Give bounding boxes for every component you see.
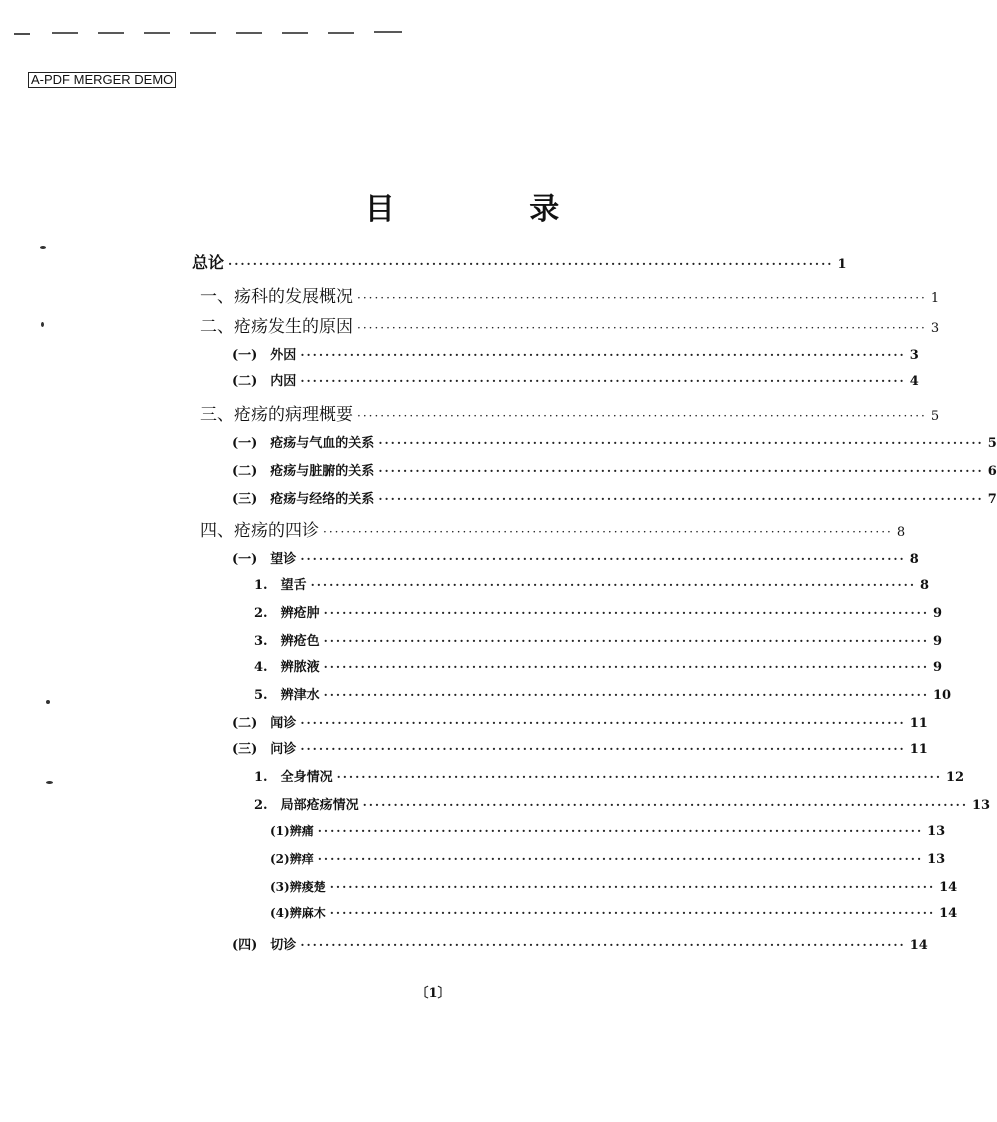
toc-entry [270,904,958,921]
toc-entry-page: 11 [909,742,928,757]
toc-leader-dots: ·································································································· [310,578,916,592]
toc-entry-label: (三) 疮疡与经络的关系 [232,492,375,507]
toc-leader-dots: ·································································································· [228,257,834,271]
toc-leader-dots: ·································································································· [378,436,984,450]
toc-entry [254,656,943,675]
toc-entry [200,282,940,307]
toc-entry-page: 3 [930,321,940,336]
toc-leader-dots: ·································································································· [329,906,936,920]
toc-entry [254,794,991,813]
toc-entry-label: (3)辨痠楚 [270,880,326,894]
toc-entry-label: (一) 望诊 [232,552,297,567]
toc-entry-label: 四、疮疡的四诊 [200,521,319,541]
toc-entry [270,850,946,867]
toc-entry [232,934,928,953]
toc-entry [270,878,958,895]
toc-entry-page: 6 [987,464,997,479]
toc-entry-page: 4 [909,374,919,389]
watermark-label: A-PDF MERGER DEMO [28,72,176,88]
toc-leader-dots: ·································································································· [300,742,906,756]
toc-leader-dots: ·································································································· [378,492,984,506]
toc-entry [232,370,919,389]
toc-entry-label: 3. 辨疮色 [254,634,320,649]
toc-entry-page: 14 [939,906,958,921]
toc-leader-dots: ·································································································· [300,348,906,362]
toc-entry-label: (二) 疮疡与脏腑的关系 [232,464,375,479]
toc-entry-page: 14 [909,938,928,953]
toc-entry [232,488,997,507]
toc-entry-page: 1 [930,291,940,306]
toc-entry-label: (2)辨痒 [270,852,314,866]
toc-entry [232,548,919,567]
toc-leader-dots: ·································································································· [329,880,936,894]
toc-entry-page: 9 [933,634,943,649]
page-title: 目 录 [364,192,622,227]
toc-entry-page: 8 [896,525,906,540]
toc-leader-dots: ·································································································· [300,938,906,952]
toc-leader-dots: ·································································································· [378,464,984,478]
scan-speck [46,781,53,784]
toc-leader-dots: ·································································································· [336,770,942,784]
toc-entry-label: (1)辨痛 [270,824,314,838]
toc-leader-dots: ·································································································· [362,798,968,812]
toc-leader-dots: ·································································································· [300,374,906,388]
toc-entry-page: 13 [927,852,946,867]
toc-entry-page: 5 [930,409,940,424]
toc-entry-label: (4)辨麻木 [270,906,326,920]
toc-entry [254,766,965,785]
toc-entry-label: 三、疮疡的病理概要 [200,405,353,425]
toc-entry-label: 2. 局部疮疡情况 [254,798,359,813]
toc-entry [192,250,847,273]
toc-entry-label: (四) 切诊 [232,938,297,953]
toc-leader-dots: ·································································································· [357,291,927,305]
toc-entry-label: (二) 内因 [232,374,297,389]
toc-entry-page: 9 [933,660,943,675]
toc-entry-label: (二) 闻诊 [232,716,297,731]
toc-leader-dots: ·································································································· [323,634,929,648]
toc-entry [232,712,928,731]
toc-entry-label: (一) 外因 [232,348,297,363]
toc-entry-label: 二、疮疡发生的原因 [200,317,353,337]
toc-leader-dots: ·································································································· [323,606,929,620]
toc-entry [232,738,928,757]
toc-entry-label: (一) 疮疡与气血的关系 [232,436,375,451]
toc-entry-page: 7 [987,492,997,507]
toc-entry-label: (三) 问诊 [232,742,297,757]
toc-entry-label: 2. 辨疮肿 [254,606,320,621]
toc-entry-page: 5 [987,436,997,451]
toc-leader-dots: ·································································································· [317,824,924,838]
toc-entry [254,574,930,593]
toc-entry [254,602,943,621]
toc-leader-dots: ·································································································· [300,552,906,566]
toc-leader-dots: ·································································································· [317,852,924,866]
toc-entry-page: 9 [933,606,943,621]
toc-entry [232,432,997,451]
toc-entry-label: 总论 [192,253,225,272]
toc-entry [254,684,952,703]
toc-entry-page: 8 [909,552,919,567]
toc-entry [200,312,940,337]
toc-leader-dots: ·································································································· [357,321,927,335]
scan-speck [40,246,46,249]
toc-entry-page: 3 [909,348,919,363]
toc-entry-page: 8 [920,578,930,593]
scan-speck [46,700,50,704]
toc-entry-page: 13 [927,824,946,839]
toc-entry [232,460,997,479]
toc-entry-label: 1. 全身情况 [254,770,333,785]
toc-entry-label: 1. 望舌 [254,578,307,593]
toc-entry [200,516,906,541]
toc-entry-label: 5. 辨津水 [254,688,320,703]
toc-leader-dots: ·································································································· [323,688,929,702]
toc-entry [270,822,946,839]
scan-dash-artifact [14,26,434,38]
toc-entry-page: 11 [909,716,928,731]
toc-entry-page: 1 [837,257,847,272]
toc-entry-page: 14 [939,880,958,895]
toc-entry [254,630,943,649]
toc-leader-dots: ·································································································· [300,716,906,730]
toc-leader-dots: ·································································································· [323,660,929,674]
toc-entry-label: 一、疡科的发展概况 [200,287,353,307]
toc-entry-page: 12 [946,770,965,785]
page-number: 〔1〕 [415,986,451,1001]
toc-entry-label: 4. 辨脓液 [254,660,320,675]
toc-entry [200,400,940,425]
toc-entry [232,344,919,363]
toc-entry-page: 13 [972,798,991,813]
scan-speck [41,322,44,327]
toc-leader-dots: ·································································································· [357,409,927,423]
toc-leader-dots: ·································································································· [323,525,893,539]
toc-entry-page: 10 [933,688,952,703]
